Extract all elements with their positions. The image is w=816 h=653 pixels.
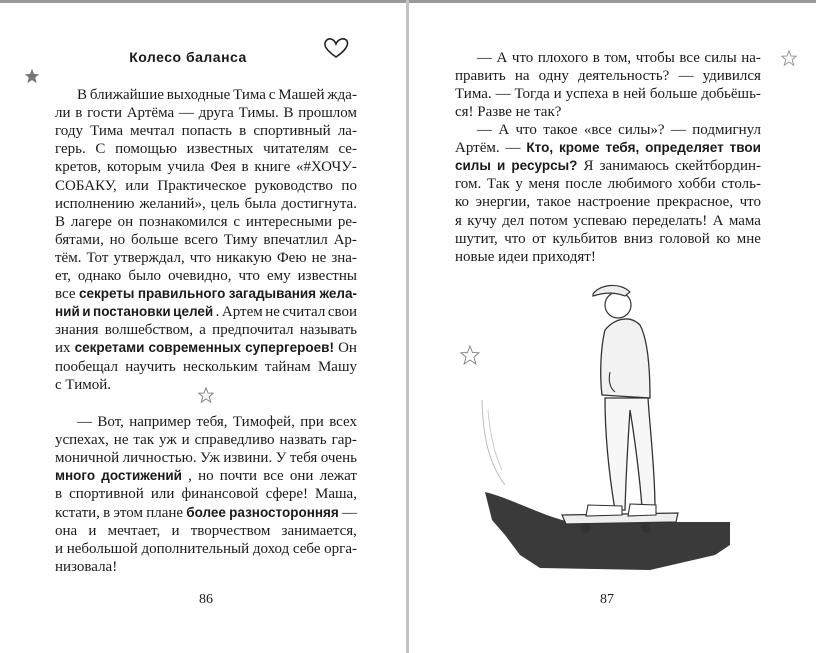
text-line [455, 103, 761, 121]
word: бятами, [55, 231, 104, 248]
word: нескольким [183, 358, 258, 375]
word: почти [219, 468, 258, 485]
word: потом [529, 212, 568, 229]
word: Практическое [157, 177, 247, 194]
word: Я [583, 158, 594, 175]
word: по [341, 177, 357, 194]
word: в [239, 123, 247, 140]
word: спортивный [253, 123, 331, 140]
word: которым [106, 159, 162, 176]
text-line [455, 67, 761, 85]
word: плане [146, 504, 184, 521]
word: что [739, 194, 761, 211]
word: и [88, 522, 97, 539]
word: кучу [467, 212, 497, 229]
text-line [55, 249, 357, 267]
word: что [515, 122, 537, 138]
word: году [55, 123, 83, 140]
word: дополнительный [141, 540, 250, 557]
word: Тима [233, 87, 266, 103]
word: Артем [221, 304, 263, 321]
star-outline-icon [198, 387, 214, 403]
word: при [300, 414, 324, 430]
word: дел [502, 212, 525, 229]
right-page [409, 0, 816, 653]
word: учила [167, 159, 205, 176]
word: так [133, 432, 155, 449]
word: шутит, [455, 230, 498, 247]
word: и [55, 540, 64, 557]
word: желаний», [139, 195, 206, 212]
star-filled-icon [24, 68, 40, 84]
word: с [268, 87, 276, 103]
word: В [283, 105, 294, 122]
word: ний [55, 304, 80, 320]
word: — [495, 86, 511, 103]
word: уж [159, 432, 177, 449]
word: СОБАКУ, [55, 177, 117, 194]
word: Маша, [315, 486, 357, 503]
word: всех [329, 414, 357, 430]
word: Фею [276, 249, 307, 266]
word: У [275, 450, 287, 467]
word: прошлом [298, 105, 357, 122]
word: лагере [70, 213, 112, 230]
word: — [477, 122, 492, 138]
word: мечтает, [107, 522, 161, 539]
word: ет, [55, 268, 71, 284]
word: определяет [645, 140, 724, 156]
word: жда- [327, 87, 357, 103]
word: и [171, 522, 180, 539]
word: моничной [55, 450, 120, 467]
word: хобби [677, 176, 716, 193]
word: утверждал, [113, 249, 185, 266]
word: что [504, 230, 526, 247]
word: в [55, 486, 63, 503]
text-segment: с Тимой. [55, 376, 111, 393]
word: финансовой [181, 486, 259, 503]
word: книге [254, 159, 291, 176]
word: познакомился [139, 213, 228, 230]
word: и [181, 432, 190, 449]
word: занимаюсь [599, 158, 669, 175]
word: мама [728, 212, 761, 229]
text-line [55, 267, 357, 285]
word: ко [716, 230, 731, 247]
word: Тиму [223, 231, 258, 248]
word: гости [87, 105, 122, 122]
word: на [514, 68, 530, 85]
text-line [477, 49, 761, 67]
word: тайнам [265, 358, 311, 375]
skateboarder-illustration [450, 270, 730, 590]
text-line [55, 339, 357, 357]
word: деятельность? [578, 68, 670, 85]
word: меня [528, 176, 560, 193]
word: Кто, [526, 140, 554, 156]
word: а [199, 322, 206, 339]
text-line [55, 303, 357, 321]
word: С [95, 141, 106, 158]
text-line [55, 449, 357, 467]
word: Тимы. [238, 105, 279, 122]
word: плохого [537, 50, 589, 66]
word: они [289, 468, 314, 485]
word: что [189, 249, 212, 266]
word: считал [282, 304, 326, 321]
word: интересными [245, 213, 332, 230]
word: много [55, 468, 96, 484]
word: ко [455, 194, 470, 211]
word: «все [583, 122, 612, 138]
word: но [198, 468, 214, 485]
word: орга- [324, 540, 357, 557]
word: руководство [254, 177, 333, 194]
word: пообещал [55, 358, 118, 375]
word: добьёшь- [701, 86, 761, 103]
text-line [477, 121, 761, 139]
word: «#ХОЧУ- [296, 159, 357, 176]
word: Тима. [455, 86, 492, 103]
word: занимается, [281, 522, 357, 539]
page-number: 86 [199, 592, 213, 607]
word: называть [299, 322, 357, 339]
word: Машу [317, 358, 357, 375]
word: тём. [55, 249, 82, 266]
word: была [244, 195, 277, 212]
word: разносторонняя [229, 504, 339, 520]
word: или [150, 486, 175, 503]
word: постановки [93, 304, 171, 320]
word: ла- [337, 123, 357, 140]
word: ней [623, 86, 646, 103]
word: Ар- [333, 231, 357, 248]
word: твои [729, 140, 761, 156]
word: все [263, 468, 284, 485]
text-line [55, 358, 357, 376]
word: тебя, [196, 414, 228, 430]
word: Артём. [455, 140, 500, 157]
word: Машей [278, 87, 325, 103]
word: — [670, 122, 686, 138]
word: В [77, 87, 88, 103]
word: достигнута. [281, 195, 357, 212]
word: А [712, 212, 724, 229]
word: гар- [331, 432, 357, 449]
text-line [455, 248, 761, 266]
word: больше [130, 231, 179, 248]
word: — [505, 140, 521, 157]
word: том, [604, 50, 632, 66]
word: их [55, 340, 71, 357]
word: всего [184, 231, 218, 248]
word: очень [320, 450, 357, 467]
heart-icon [322, 36, 350, 60]
word: не [113, 432, 129, 449]
text-line [55, 321, 357, 339]
word: ресурсы? [511, 158, 578, 174]
text-line [77, 86, 357, 104]
word: супергероев! [245, 340, 334, 356]
word: в [75, 105, 83, 122]
word: секретами [74, 340, 145, 356]
word: — [341, 504, 357, 521]
word: энергии, [475, 194, 531, 211]
word: кретов, [55, 159, 102, 176]
word: Тимофей, [232, 414, 295, 430]
text-line [55, 195, 357, 213]
chapter-title: Колесо баланса [129, 49, 247, 65]
word: однако [77, 268, 122, 284]
text-line [55, 522, 357, 540]
word: сфере! [265, 486, 308, 503]
word: личностью. [122, 450, 197, 467]
word: спортивной [69, 486, 144, 503]
text-line [55, 467, 357, 485]
word: подмигнул [692, 122, 761, 138]
word: — [477, 50, 492, 66]
word: извини. [223, 450, 273, 467]
word: помощью [115, 141, 177, 158]
word: — [678, 68, 694, 85]
word: — [178, 105, 194, 122]
word: ли [55, 105, 71, 122]
word: цель [210, 195, 240, 212]
text-segment: ся! Разве не так? [455, 104, 562, 121]
word: и [82, 304, 91, 320]
word: читателям [263, 141, 329, 158]
text-line [55, 540, 357, 558]
word: ре- [337, 213, 357, 230]
word: зна- [331, 249, 357, 266]
star-outline-icon [781, 50, 797, 66]
word: головой [659, 230, 710, 247]
text-line [55, 104, 357, 122]
word: ближайшие [89, 87, 164, 103]
word: научить [125, 358, 176, 375]
word: что [511, 50, 534, 66]
word: но [109, 231, 126, 248]
word: такое [543, 122, 578, 138]
word: чтобы [635, 50, 675, 66]
text-line [455, 139, 761, 157]
word: се- [338, 141, 357, 158]
word: никакую [216, 249, 272, 266]
word: на- [741, 50, 761, 66]
word: у [515, 176, 523, 193]
word: с [233, 213, 241, 230]
text-line [455, 157, 761, 175]
word: целей [173, 304, 214, 320]
word: А [498, 122, 510, 138]
word: кульбитов [552, 230, 618, 247]
word: что [238, 268, 260, 284]
star-outline-icon [461, 346, 479, 364]
ramp-shadow [485, 492, 730, 570]
word: он [117, 213, 134, 230]
word: известных [186, 141, 254, 158]
word: Уж [200, 450, 220, 467]
word: попасть [181, 123, 232, 140]
text-line [55, 213, 357, 231]
word: лежат [319, 468, 357, 485]
word: тебя [289, 450, 318, 467]
word: небольшой [66, 540, 138, 557]
word: в [103, 504, 111, 521]
word: гом. [455, 176, 482, 193]
word: Тот [86, 249, 109, 266]
text-line [55, 140, 357, 158]
word: очевидно, [168, 268, 232, 284]
text-line [455, 193, 761, 211]
word: тебя, [605, 140, 640, 156]
word: или [125, 177, 149, 194]
word: мечтал [130, 123, 175, 140]
word: столь- [721, 176, 761, 193]
word: править [455, 68, 506, 85]
word: . [215, 304, 220, 321]
text-line [55, 431, 357, 449]
word: Тогда [514, 86, 550, 103]
word: от [532, 230, 546, 247]
word: более [186, 504, 226, 520]
word: прекрасное, [656, 194, 734, 211]
word: назвать [279, 432, 327, 449]
word: ему [266, 268, 291, 284]
word: удивился [702, 68, 761, 85]
word: было [128, 268, 162, 284]
text-line [455, 175, 761, 193]
text-line [455, 212, 761, 230]
word: Фея [210, 159, 236, 176]
word: кстати, [55, 504, 100, 521]
word: силы [455, 158, 491, 174]
text-segment: новые идеи приходят! [455, 248, 596, 265]
word: выходные [166, 87, 231, 103]
word: в [241, 159, 249, 176]
word: вниз [623, 230, 653, 247]
word: скейтбордин- [675, 158, 761, 175]
word: справедливо [194, 432, 275, 449]
text-line [55, 122, 357, 140]
word: силы [704, 50, 737, 66]
word: известны [297, 268, 357, 284]
word: переделать! [632, 212, 708, 229]
word: больше [649, 86, 698, 103]
text-line [55, 558, 357, 576]
word: себе [292, 540, 321, 557]
word: исполнению [55, 195, 135, 212]
word: Так [486, 176, 510, 193]
word: любимого [607, 176, 673, 193]
text-line [455, 230, 761, 248]
word: впечатлил [263, 231, 328, 248]
word: не [265, 304, 280, 321]
word: и [553, 86, 562, 103]
text-line [55, 485, 357, 503]
word: мне [736, 230, 761, 247]
word: свои [327, 304, 357, 321]
word: не [311, 249, 327, 266]
word: в [612, 86, 620, 103]
word: творчеством [190, 522, 271, 539]
word: волшебством, [104, 322, 194, 339]
word: настроение [577, 194, 651, 211]
text-line [55, 285, 357, 303]
word: все [55, 286, 76, 303]
word: Артёма [126, 105, 175, 122]
text-line [55, 504, 357, 522]
word: доход [252, 540, 290, 557]
word: успеваю [573, 212, 627, 229]
word: достижений [101, 468, 182, 484]
text-line [55, 231, 357, 249]
word: загадывания [228, 286, 317, 302]
word: в [592, 50, 600, 66]
left-page [0, 0, 406, 653]
word: я [455, 212, 462, 229]
word: секреты [78, 286, 135, 302]
word: и [497, 158, 506, 174]
word: знания [55, 322, 99, 339]
text-line [77, 413, 357, 431]
text-line [55, 158, 357, 176]
word: такое [536, 194, 571, 211]
word: жела- [319, 286, 357, 302]
word: предпочитал [212, 322, 294, 339]
word: Он [338, 340, 357, 357]
word: правильного [137, 286, 226, 302]
word: она [55, 522, 78, 539]
word: друга [198, 105, 234, 122]
word: А [496, 50, 508, 66]
word: успехах, [55, 432, 109, 449]
page-number: 87 [600, 592, 614, 607]
word: кроме [558, 140, 600, 156]
word: — [77, 414, 92, 430]
text-segment: низовала! [55, 558, 118, 575]
word: В [55, 213, 66, 230]
word: успеха [565, 86, 609, 103]
word: например [129, 414, 191, 430]
word: силы»? [618, 122, 665, 138]
word: Тима [90, 123, 124, 140]
word: после [565, 176, 602, 193]
word: современных [148, 340, 241, 356]
word: , [188, 468, 192, 485]
word: Вот, [97, 414, 124, 430]
text-line [455, 85, 761, 103]
word: все [679, 50, 700, 66]
word: этом [113, 504, 143, 521]
text-line [55, 177, 357, 195]
word: герь. [55, 141, 86, 158]
word: одну [538, 68, 569, 85]
